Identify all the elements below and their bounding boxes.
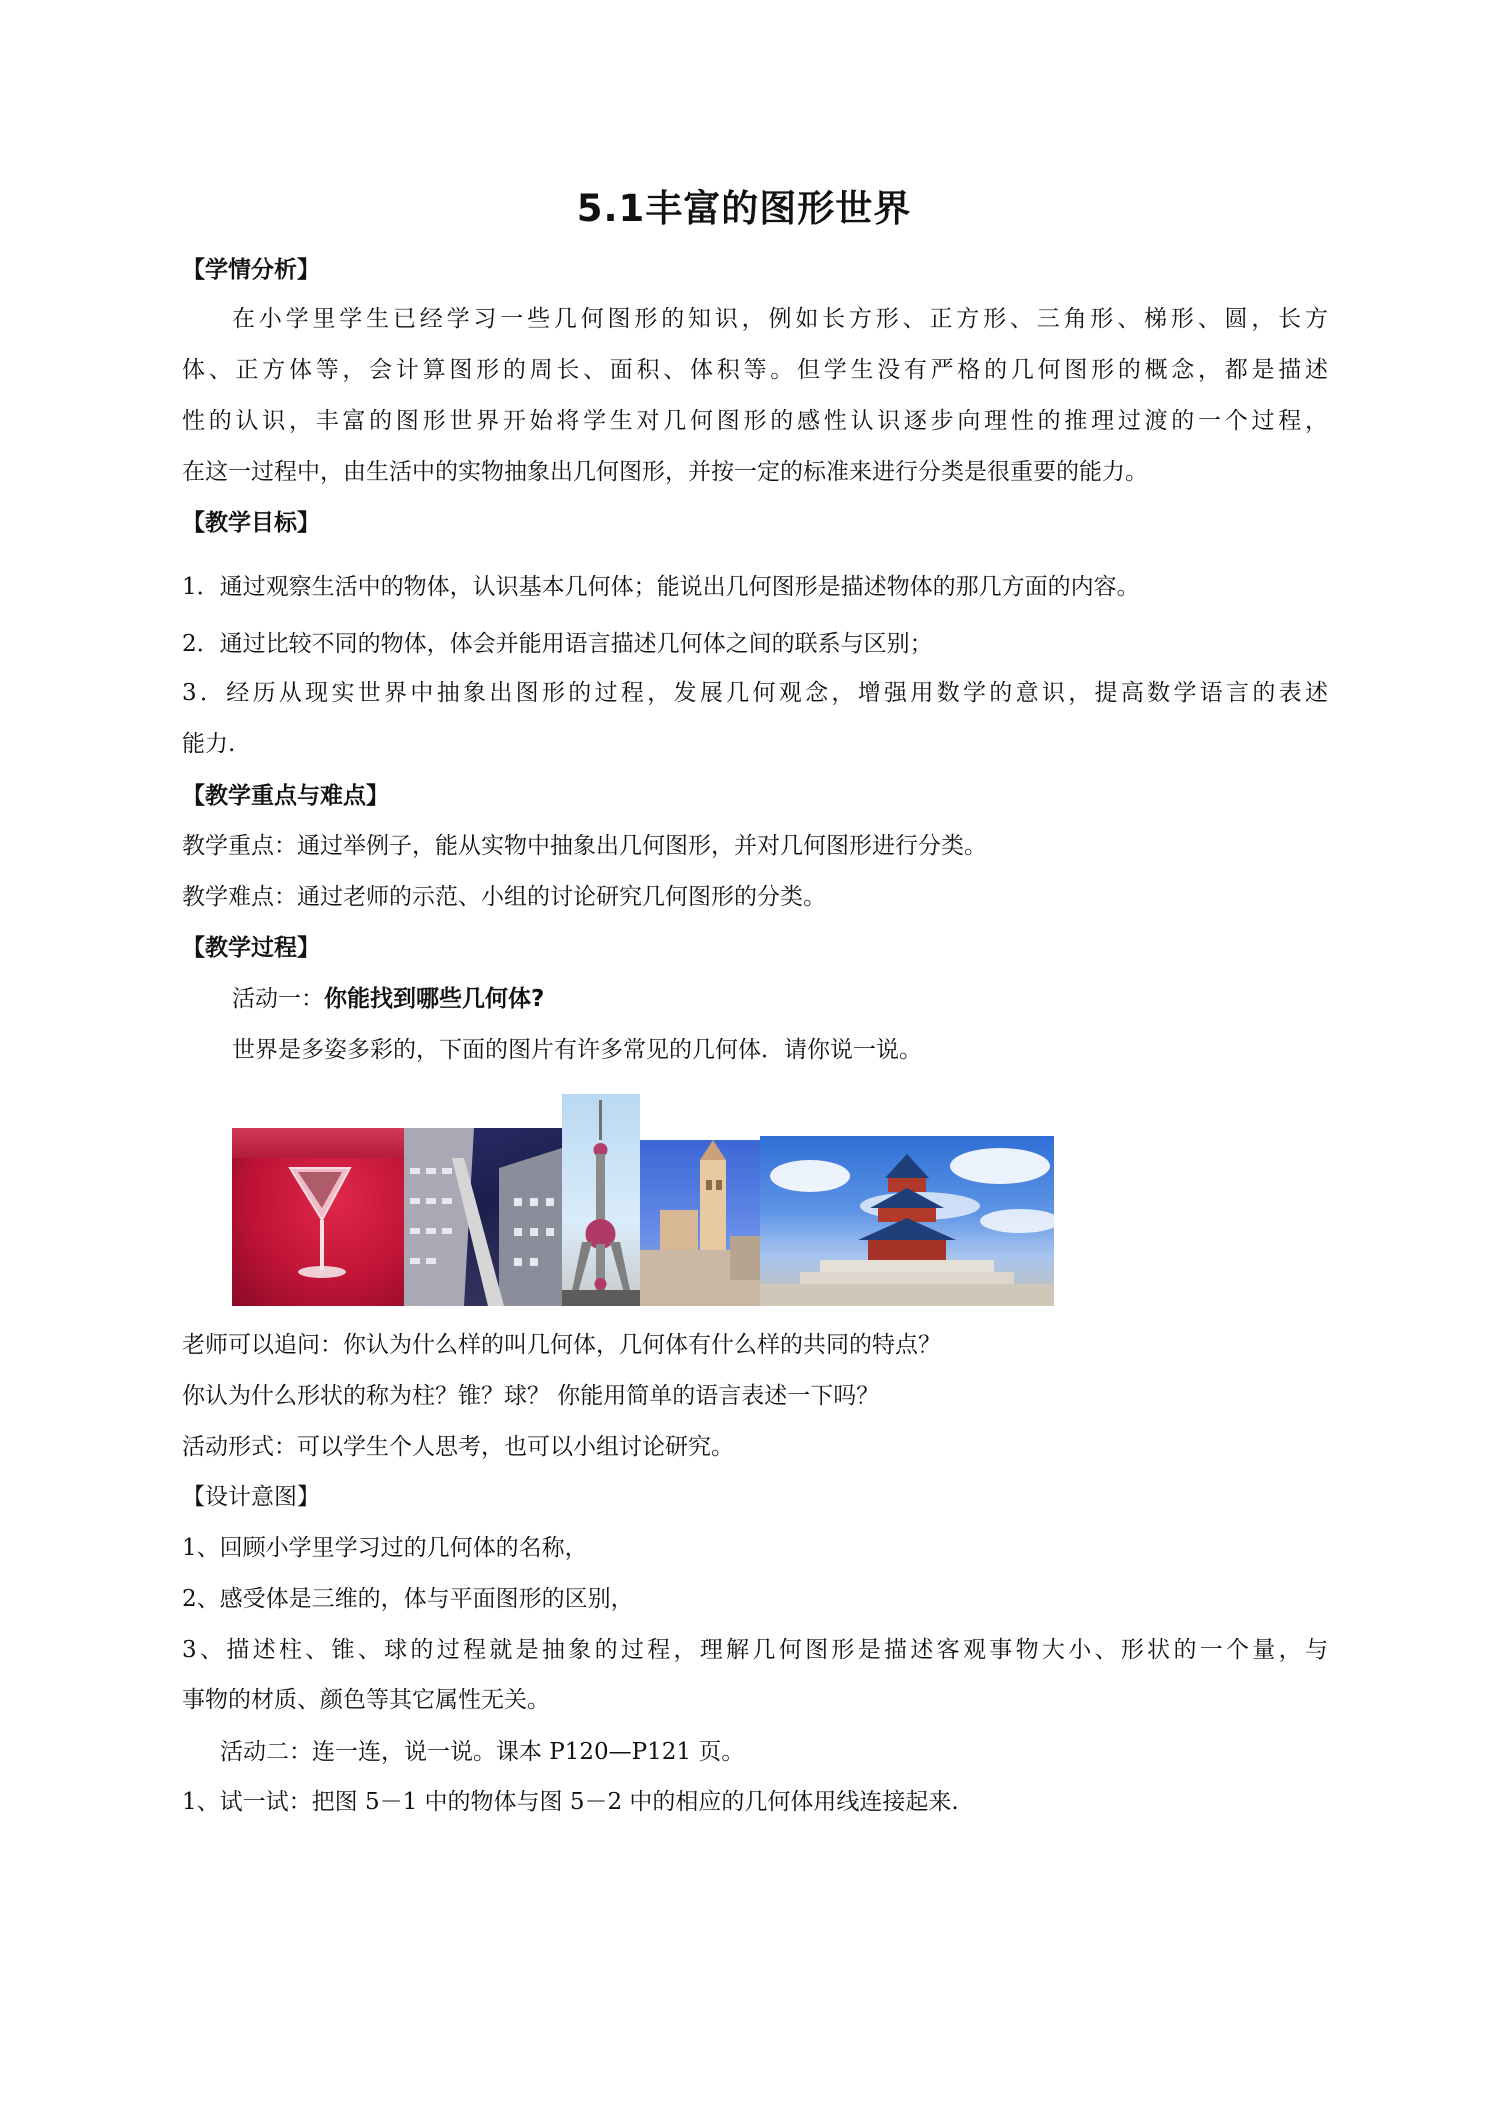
design-item: 3、描述柱、锥、球的过程就是抽象的过程，理解几何图形是描述客观事物大小、形状的一个量，与 [182,1637,1328,1663]
heading-xueqing: 【学情分析】 [182,257,320,283]
activity-one-text: 世界是多姿多彩的，下面的图片有许多常见的几何体．请你说一说。 [232,1037,922,1063]
photo-tower-building [640,1140,760,1306]
key-point: 教学重点：通过举例子，能从实物中抽象出几何图形，并对几何图形进行分类。 [182,833,987,859]
paragraph-line: 在小学里学生已经学习一些几何图形的知识，例如长方形、正方形、三角形、梯形、圆，长方 [232,306,1328,332]
photo-tv-tower [562,1094,640,1306]
paragraph-line: 性的认识，丰富的图形世界开始将学生对几何图形的感性认识逐步向理性的推理过渡的一个过程， [182,408,1328,434]
photo-cocktail-glass [232,1128,404,1306]
paragraph-line: 在这一过程中，由生活中的实物抽象出几何图形，并按一定的标准来进行分类是很重要的能力。 [182,459,1148,485]
activity-format: 活动形式：可以学生个人思考，也可以小组讨论研究。 [182,1434,734,1460]
page-title: 5.1丰富的图形世界 [576,187,912,230]
heading-zhongdian: 【教学重点与难点】 [182,783,389,809]
objective-item: 3．经历从现实世界中抽象出图形的过程，发展几何观念，增强用数学的意识，提高数学语言的表述 [182,680,1328,706]
objective-item: 能力. [182,731,236,757]
activity-two-task: 1、试一试：把图 5－1 中的物体与图 5－2 中的相应的几何体用线连接起来. [182,1789,959,1815]
heading-sheji: 【设计意图】 [182,1484,320,1510]
activity-one [232,983,1328,1015]
paragraph-line: 体、正方体等，会计算图形的周长、面积、体积等。但学生没有严格的几何图形的概念，都是描述 [182,357,1328,383]
shape-question: 你认为什么形状的称为柱？锥？球？ 你能用简单的语言表述一下吗？ [182,1383,880,1409]
heading-mubiao: 【教学目标】 [182,510,320,536]
photo-night-buildings [404,1128,562,1306]
teacher-question: 老师可以追问：你认为什么样的叫几何体，几何体有什么样的共同的特点？ [182,1332,941,1358]
difficult-point: 教学难点：通过老师的示范、小组的讨论研究几何图形的分类。 [182,884,826,910]
heading-guocheng: 【教学过程】 [182,935,320,961]
photo-strip [232,1094,1054,1306]
photo-temple-of-heaven [760,1136,1054,1306]
activity-two: 活动二：连一连，说一说。课本 P120—P121 页。 [220,1739,745,1765]
design-item: 1、回顾小学里学习过的几何体的名称， [182,1535,588,1561]
activity-one-prefix: 活动一： [232,986,324,1012]
activity-one-title: 你能找到哪些几何体? [324,986,545,1012]
objective-item: 2．通过比较不同的物体，体会并能用语言描述几何体之间的联系与区别； [182,631,933,657]
objective-item: 1．通过观察生活中的物体，认识基本几何体；能说出几何图形是描述物体的那几方面的内容。 [182,574,1140,600]
design-item: 事物的材质、颜色等其它属性无关。 [182,1687,550,1713]
design-item: 2、感受体是三维的，体与平面图形的区别， [182,1586,634,1612]
